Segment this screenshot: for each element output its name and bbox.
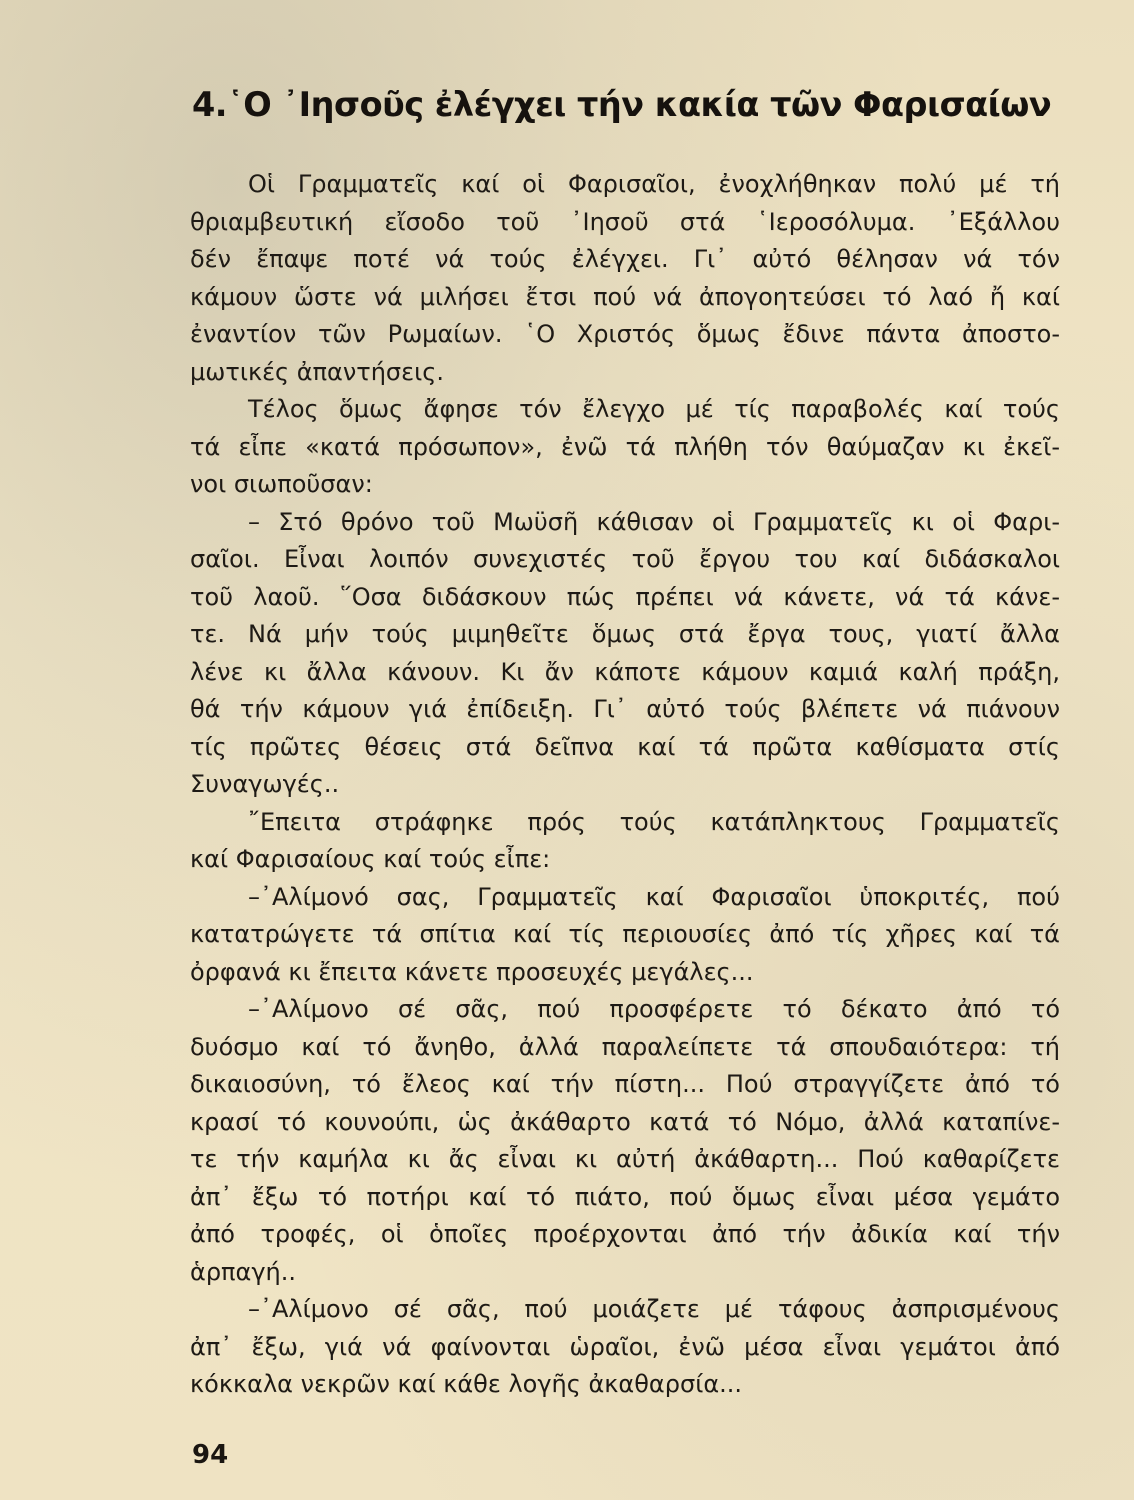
- text-line: κάμουν ὥστε νά μιλήσει ἔτσι πού νά ἀπογοητεύσει τό λαό ἤ καί: [190, 282, 1060, 311]
- text-line: ὀρφανά κι ἔπειτα κάνετε προσευχές μεγάλες...: [190, 957, 754, 986]
- paragraph-moses-seat: [190, 504, 1060, 804]
- body-text: [190, 166, 1060, 1404]
- text-line: –᾿Αλίμονό σας, Γραμματεῖς καί Φαρισαῖοι ὑποκριτές, πού: [248, 882, 1060, 911]
- chapter-title: 4.῾Ο ᾿Ιησοῦς ἐλέγχει τήν κακία τῶν Φαρισαίων: [192, 85, 1052, 124]
- paragraph-parables: [190, 391, 1060, 504]
- text-line: κρασί τό κουνούπι, ὡς ἀκάθαρτο κατά τό Νόμο, ἀλλά καταπίνε-: [190, 1107, 1060, 1136]
- paragraph-woe-3: [190, 1291, 1060, 1404]
- text-line: κατατρώγετε τά σπίτια καί τίς περιουσίες ἀπό τίς χῆρες καί τά: [190, 920, 1060, 948]
- paragraph-intro: [190, 166, 1060, 391]
- text-line: τοῦ λαοῦ. ῞Οσα διδάσκουν πώς πρέπει νά κάνετε, νά τά κάνε-: [190, 582, 1060, 611]
- text-line: –᾿Αλίμονο σέ σᾶς, πού προσφέρετε τό δέκατο ἀπό τό: [248, 995, 1060, 1023]
- text-line: ἀπ᾿ ἔξω τό ποτήρι καί τό πιάτο, πού ὅμως εἶναι μέσα γεμάτο: [190, 1182, 1060, 1211]
- text-line: Τέλος ὅμως ἄφησε τόν ἔλεγχο μέ τίς παραβολές καί τούς: [248, 395, 1060, 423]
- text-line: τε. Νά μήν τούς μιμηθεῖτε ὅμως στά ἔργα τους, γιατί ἄλλα: [190, 620, 1060, 648]
- text-line: δικαιοσύνη, τό ἔλεος καί τήν πίστη... Πού στραγγίζετε ἀπό τό: [190, 1070, 1060, 1098]
- text-line: θριαμβευτική εἴσοδο τοῦ ᾿Ιησοῦ στά ῾Ιεροσόλυμα. ᾿Εξάλλου: [190, 207, 1060, 236]
- text-line: μωτικές ἀπαντήσεις.: [190, 357, 444, 386]
- text-line: τίς πρῶτες θέσεις στά δεῖπνα καί τά πρῶτα καθίσματα στίς: [190, 732, 1060, 761]
- text-line: –᾿Αλίμονο σέ σᾶς, πού μοιάζετε μέ τάφους ἀσπρισμένους: [248, 1295, 1060, 1323]
- text-line: – Στό θρόνο τοῦ Μωϋσῆ κάθισαν οἱ Γραμματεῖς κι οἱ Φαρι-: [248, 507, 1060, 536]
- text-line: λένε κι ἄλλα κάνουν. Κι ἄν κάποτε κάμουν καμιά καλή πράξη,: [190, 657, 1060, 686]
- text-line: ἁρπαγή..: [190, 1257, 296, 1286]
- paragraph-woe-2: [190, 991, 1060, 1291]
- text-line: τά εἶπε «κατά πρόσωπον», ἐνῶ τά πλήθη τόν θαύμαζαν κι ἐκεῖ-: [190, 432, 1060, 461]
- text-line: ἐναντίον τῶν Ρωμαίων. ῾Ο Χριστός ὅμως ἔδινε πάντα ἀποστο-: [190, 320, 1060, 348]
- page-number: 94: [192, 1440, 229, 1470]
- text-line: Οἱ Γραμματεῖς καί οἱ Φαρισαῖοι, ἐνοχλήθηκαν πολύ μέ τή: [248, 170, 1060, 198]
- text-line: ἀπ᾿ ἔξω, γιά νά φαίνονται ὡραῖοι, ἐνῶ μέσα εἶναι γεμάτοι ἀπό: [190, 1332, 1060, 1361]
- paragraph-turned: [190, 804, 1060, 879]
- text-line: σαῖοι. Εἶναι λοιπόν συνεχιστές τοῦ ἔργου του καί διδάσκαλοι: [190, 545, 1060, 573]
- text-line: τε τήν καμήλα κι ἄς εἶναι κι αὐτή ἀκάθαρτη... Πού καθαρίζετε: [190, 1145, 1060, 1173]
- text-line: δυόσμο καί τό ἄνηθο, ἀλλά παραλείπετε τά σπουδαιότερα: τή: [190, 1032, 1060, 1061]
- text-line: Συναγωγές..: [190, 770, 340, 798]
- text-line: κόκκαλα νεκρῶν καί κάθε λογῆς ἀκαθαρσία...: [190, 1370, 743, 1398]
- text-line: νοι σιωποῦσαν:: [190, 470, 373, 498]
- text-line: θά τήν κάμουν γιά ἐπίδειξη. Γι᾿ αὐτό τούς βλέπετε νά πιάνουν: [190, 695, 1060, 723]
- text-line: ἀπό τροφές, οἱ ὁποῖες προέρχονται ἀπό τήν ἀδικία καί τήν: [190, 1220, 1060, 1248]
- text-line: καί Φαρισαίους καί τούς εἶπε:: [190, 845, 551, 873]
- text-line: ῎Επειτα στράφηκε πρός τούς κατάπληκτους Γραμματεῖς: [248, 807, 1060, 836]
- text-line: δέν ἔπαψε ποτέ νά τούς ἐλέγχει. Γι᾿ αὐτό θέλησαν νά τόν: [190, 245, 1060, 273]
- paragraph-woe-1: [190, 879, 1060, 992]
